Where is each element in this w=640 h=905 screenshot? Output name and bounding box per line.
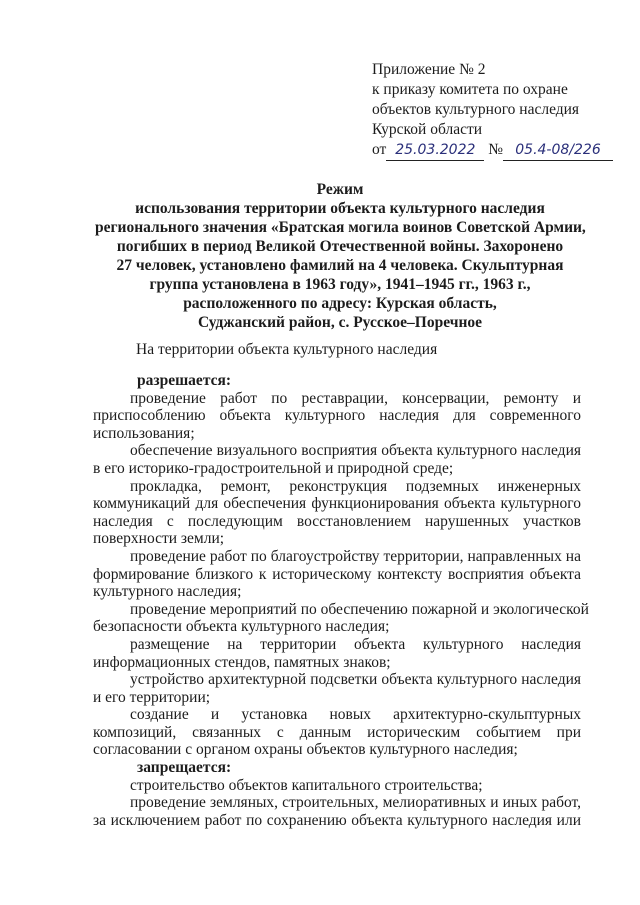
text-line: проведение работ по благоустройству территории, направленных на	[130, 547, 581, 565]
text-line: культурного наследия;	[93, 583, 242, 601]
appendix-title: Приложение № 2	[372, 61, 486, 78]
text-line: использования;	[93, 424, 195, 442]
allowed-header: разрешается:	[137, 372, 232, 389]
text-line: устройство архитектурной подсветки объекта культурного наследия	[130, 671, 581, 689]
text-line: за исключением работ по сохранению объекта культурного наследия или	[93, 811, 581, 829]
handwritten-date: 25.03.2022	[386, 140, 484, 161]
text-line: проведение мероприятий по обеспечению пожарной и экологической	[130, 600, 589, 618]
text-line: информационных стендов, памятных знаков;	[93, 653, 391, 671]
title-line: регионального значения «Братская могила воинов Советской Армии,	[95, 219, 586, 236]
intro-text: На территории объекта культурного наследия	[136, 341, 438, 358]
title-line: использования территории объекта культурного наследия	[135, 200, 545, 217]
regime-body	[93, 372, 589, 829]
title-line: группа установлена в 1963 году», 1941–1945 гг., 1963 г.,	[149, 276, 531, 293]
text-line: коммуникаций для обеспечения функционирования объекта культурного	[93, 495, 581, 513]
appendix-order-line: к приказу комитета по охране	[372, 81, 568, 98]
text-line: формирование близкого к историческому контексту восприятия объекта	[93, 565, 581, 583]
title-line: погибших в период Великой Отечественной войны. Захоронено	[116, 238, 564, 255]
text-line: наследия с последующим восстановлением нарушенных участков	[93, 512, 581, 530]
text-line: поверхности земли;	[93, 530, 225, 548]
text-line: обеспечение визуального восприятия объекта культурного наследия	[130, 442, 581, 460]
text-line: приспособлению объекта культурного наследия для современного	[93, 407, 581, 425]
forbidden-header: запрещается:	[137, 759, 232, 777]
text-line: композиций, связанных с данным историческим событием при	[93, 723, 581, 741]
text-line: проведение земляных, строительных, мелиоративных и иных работ,	[130, 794, 581, 812]
number-prefix: №	[488, 141, 503, 158]
handwritten-order-number: 05.4-08/226	[503, 140, 613, 161]
date-prefix: от	[372, 141, 387, 158]
text-line: размещение на территории объекта культурного наследия	[130, 635, 581, 653]
title-line: расположенного по адресу: Курская область,	[183, 295, 497, 312]
appendix-header	[372, 60, 622, 161]
appendix-region-line: Курской области	[372, 121, 483, 138]
appendix-committee-line: объектов культурного наследия	[372, 101, 580, 118]
text-line: безопасности объекта культурного наследия;	[93, 618, 390, 636]
text-line: проведение работ по реставрации, консервации, ремонту и	[130, 389, 581, 407]
document-title	[95, 180, 585, 332]
title-line: Суджанский район, с. Русское–Поречное	[197, 314, 483, 331]
appendix-date-number-line	[372, 140, 622, 161]
title-line: 27 человек, установлено фамилий на 4 человека. Скульптурная	[116, 257, 564, 274]
text-line: согласовании с органом охраны объектов культурного наследия;	[93, 741, 518, 759]
title-line: Режим	[316, 181, 364, 198]
text-line: в его историко-градостроительной и природной среде;	[93, 459, 454, 477]
text-line: прокладка, ремонт, реконструкция подземных инженерных	[130, 477, 581, 495]
text-line: создание и установка новых архитектурно-скульптурных	[130, 706, 581, 724]
text-line: и его территории;	[93, 688, 211, 706]
text-line: строительство объектов капитального строительства;	[130, 776, 483, 794]
